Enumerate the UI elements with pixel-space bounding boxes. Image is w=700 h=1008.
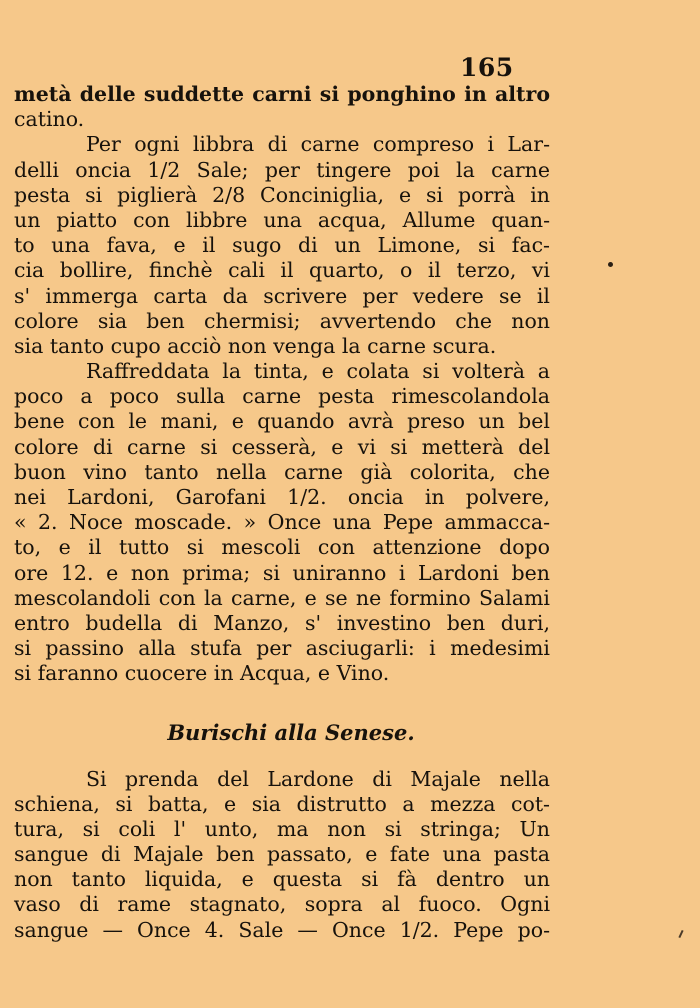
text-line: colore di carne si cesserà, e vi si metterà del <box>14 434 550 459</box>
text-line: mescolandoli con la carne, e se ne formino Salami <box>14 585 550 610</box>
text-line: cia bollire, finchè cali il quarto, o il terzo, vi <box>14 258 550 283</box>
margin-dot-mark <box>608 262 613 267</box>
text-line: Si prenda del Lardone di Majale nella <box>86 766 550 791</box>
text-line: sangue di Majale ben passato, e fate una pasta <box>14 842 550 867</box>
text-line: schiena, si batta, e sia distrutto a mezza cot- <box>14 791 550 816</box>
text-line: vaso di rame stagnato, sopra al fuoco. Ogni <box>14 892 550 917</box>
text-line: tura, si coli l' unto, ma non si stringa; Un <box>14 816 550 841</box>
section-spacer <box>14 687 550 713</box>
text-line: sangue — Once 4. Sale — Once 1/2. Pepe po- <box>14 917 550 942</box>
text-line: Raffreddata la tinta, e colata si volterà a <box>86 359 550 384</box>
text-line: ore 12. e non prima; si uniranno i Lardoni ben <box>14 560 550 585</box>
text-line: s' immerga carta da scrivere per vedere se il <box>14 283 550 308</box>
text-line: to, e il tutto si mescoli con attenzione dopo <box>14 535 550 560</box>
text-line: entro budella di Manzo, s' investino ben duri, <box>14 610 550 635</box>
text-line: sia tanto cupo acciò non venga la carne scura. <box>14 333 497 358</box>
text-line: non tanto liquida, e questa si fà dentro un <box>14 867 550 892</box>
text-line: nei Lardoni, Garofani 1/2. oncia in polvere, <box>14 485 550 509</box>
text-line: un piatto con libbre una acqua, Allume quan- <box>14 207 550 232</box>
section-spacer <box>14 753 550 767</box>
text-line: si faranno cuocere in Acqua, e Vino. <box>14 661 390 686</box>
text-line: si passino alla stufa per asciugarli: i medesimi <box>14 636 550 661</box>
text-line: metà delle suddette carni si ponghino in altro <box>14 82 550 106</box>
page-text <box>14 82 550 943</box>
text-line: pesta si piglierà 2/8 Conciniglia, e si porrà in <box>14 182 550 207</box>
text-line: delli oncia 1/2 Sale; per tingere poi la carne <box>14 157 550 182</box>
page-number: 165 <box>460 53 514 82</box>
text-line: to una fava, e il sugo di un Limone, si fac- <box>14 233 550 258</box>
text-line: « 2. Noce moscade. » Once una Pepe ammacca- <box>14 510 550 535</box>
section-heading: Burischi alla Senese. <box>167 719 415 745</box>
text-line: catino. <box>14 107 85 132</box>
page-edge-mark <box>678 930 683 938</box>
text-line: poco a poco sulla carne pesta rimescolandola <box>14 384 550 409</box>
text-line: Per ogni libbra di carne compreso i Lar- <box>86 132 550 157</box>
text-line: buon vino tanto nella carne già colorita, che <box>14 459 550 484</box>
text-line: colore sia ben chermisi; avvertendo che non <box>14 308 550 333</box>
text-line: bene con le mani, e quando avrà preso un bel <box>14 409 550 434</box>
